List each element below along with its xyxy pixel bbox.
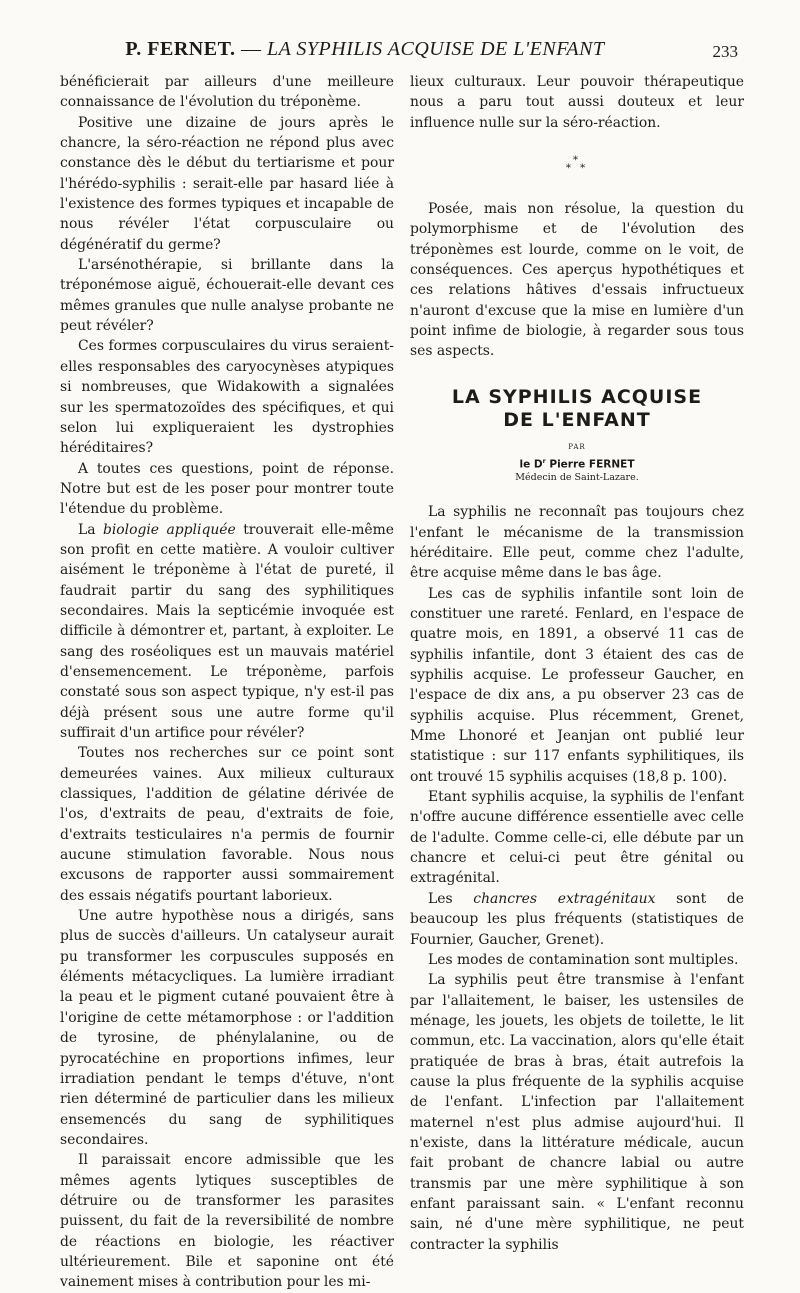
header-author: P. FERNET. (125, 38, 236, 60)
left-paragraph-6-text: trouverait elle-même son profit en cette matière. A vouloir cultiver aisément le tréponème à l'état de pureté, il faudrait partir du sang des syphilitiques secondaires. Mais la septicémie invoquée est difficile à démontrer et, partant, à exploiter. Le sang des roséoliques est un mauvais matériel d'ensemencement. Le tréponème, parfois constaté sous son aspect typique, n'y est-il pas déjà présent sous une autre forme qu'il suffirait d'un artifice pour révéler? (60, 521, 394, 741)
asterism-separator (410, 157, 744, 173)
header-title: LA SYPHILIS ACQUISE DE L'ENFANT (266, 38, 605, 60)
article-byline (410, 455, 744, 472)
right-paragraph-conclusion: Posée, mais non résolue, la question du polymorphisme et de l'évolution des tréponèmes est lourde, comme on le voit, de conséquences. Ces aperçus hypothétiques et ces relations hâtives d'essais infructueux n'auront d'excuse que la mise en lumière d'un point infime de biologie, à regarder sous tous ses aspects. (410, 201, 744, 360)
article-title (410, 386, 744, 432)
left-paragraph-3: L'arsénothérapie, si brillante dans la tréponémose aiguë, échouerait-elle devant ces mêmes granules que nulle analyse probante ne peut révéler? (60, 257, 394, 335)
article-paragraph-4-lead: Les (428, 890, 474, 907)
right-paragraph-continuation: lieux culturaux. Leur pouvoir thérapeutique nous a paru tout aussi douteux et leur influence nulle sur la séro-réaction. (410, 74, 744, 131)
left-paragraph-2: Positive une dizaine de jours après le chancre, la séro-réaction ne répond plus avec constance dès le début du tertiarisme et pour l'hérédo-syphilis : serait-elle par hasard liée à l'existence des formes typiques et incapable de nous révéler l'état corpusculaire ou dégénératif du germe? (60, 114, 394, 253)
header-dash: — (235, 38, 267, 60)
left-paragraph-7: Toutes nos recherches sur ce point sont demeurées vaines. Aux milieux culturaux classiques, l'addition de gélatine dérivée de l'os, d'extraits de peau, d'extraits de foie, d'extraits testiculaires n'a permis de fournir aucune stimulation favorable. Nous nous excusons de rapporter aussi sommairement des essais négatifs pourtant laborieux. (60, 745, 394, 904)
article-paragraph-5: Les modes de contamination sont multiples. (428, 951, 739, 968)
asterism-top: * (573, 155, 581, 167)
article-paragraph-4-text: sont de beaucoup les plus fréquents (statistiques de Fournier, Gaucher, Grenet). (410, 890, 744, 948)
article-title-line-2: DE L'ENFANT (503, 408, 651, 431)
right-column (410, 72, 744, 1255)
page-number: 233 (712, 42, 738, 61)
article-paragraph-2: Les cas de syphilis infantile sont loin de constituer une rareté. Fenlard, en l'espace de quatre mois, en 1891, a observé 11 cas de syphilis infantile, dont 3 étaient des cas de syphilis acquise. Le professeur Gaucher, en l'espace de dix ans, a pu observer 23 cas de syphilis acquise. Plus récemment, Grenet, Mme Lhonoré et Jeanjan ont publié leur statistique : sur 117 enfants syphilitiques, ils ont trouvé 15 syphilis acquises (18,8 p. 100). (410, 585, 744, 785)
article-affiliation: Médecin de Saint-Lazare. (515, 472, 639, 484)
left-paragraph-5: A toutes ces questions, point de réponse. Notre but est de les poser pour montrer toute l'étendue du problème. (60, 460, 394, 518)
article-paragraph-1: La syphilis ne reconnaît pas toujours chez l'enfant le mécanisme de la transmission héréditaire. Elle peut, comme chez l'adulte, être acquise même dans le bas âge. (410, 504, 744, 582)
chancres-extragenitaux-italic: chancres extragénitaux (473, 890, 656, 907)
running-title (60, 38, 670, 61)
left-paragraph-1: bénéficierait par ailleurs d'une meilleure connaissance de l'évolution du tréponème. (60, 74, 394, 111)
byline-name: Pierre FERNET (545, 458, 635, 471)
article-title-line-1: LA SYPHILIS ACQUISE (451, 385, 703, 408)
biologie-appliquee-italic: biologie appliquée (102, 521, 236, 538)
left-paragraph-8: Une autre hypothèse nous a dirigés, sans plus de succès d'ailleurs. Un catalyseur aurait pu transformer les corpuscules supposés en éléments métacycliques. La lumière irradiant la peau et le pigment cutané pouvaient être à l'origine de cette métamorphose : or l'addition de tyrosine, de phénylalanine, ou de pyrocatéchine en proportions infimes, leur irradiation pendant le temps d'étuve, n'ont rien déterminé de particulier dans les milieux ensemencés du sang de syphilitiques secondaires. (60, 908, 394, 1148)
running-header (60, 38, 740, 68)
left-column (60, 72, 394, 1293)
article-paragraph-3: Etant syphilis acquise, la syphilis de l'enfant n'offre aucune différence essentielle avec celle de l'adulte. Comme celle-ci, elle débute par un chancre et celui-ci peut être génital ou extragénital. (410, 789, 744, 887)
left-paragraph-6 (60, 520, 394, 744)
left-paragraph-4: Ces formes corpusculaires du virus seraient-elles responsables des caryocynèses atypiques si nombreuses, que Widakowith a signalées sur les spermatozoïdes des spécifiques, et qui selon lui expliqueraient les dystrophies héréditaires? (60, 338, 394, 457)
article-paragraph-6: La syphilis peut être transmise à l'enfant par l'allaitement, le baiser, les ustensiles de ménage, les jouets, les objets de toilette, le lit commun, etc. La vaccination, alors qu'elle était pratiquée de bras à bras, était autrefois la cause la plus fréquente de la syphilis acquise de l'enfant. L'infection par l'allaitement maternel n'est plus admise aujourd'hui. Il n'existe, dans la littérature médicale, aucun fait probant de chancre labial ou autre transmis par une mère syphilitique à son enfant paraissant sain. « L'enfant reconnu sain, né d'une mère syphilitique, ne peut contracter la syphilis (410, 972, 744, 1253)
article-paragraph-4 (410, 889, 744, 950)
left-paragraph-9: Il paraissait encore admissible que les mêmes agents lytiques susceptibles de détruire ou de transformer les parasites puissent, du fait de la reversibilité de nombre de réactions en biologie, les réactiver ultérieurement. Bile et saponine ont été vainement mises à contribution pour les mi- (60, 1152, 394, 1291)
byline-sup: r (542, 457, 546, 465)
byline-prefix: le D (519, 458, 543, 471)
left-paragraph-6-lead: La (78, 521, 103, 538)
asterism-bottom: * * (565, 163, 589, 175)
article-par: PAR (568, 442, 586, 451)
